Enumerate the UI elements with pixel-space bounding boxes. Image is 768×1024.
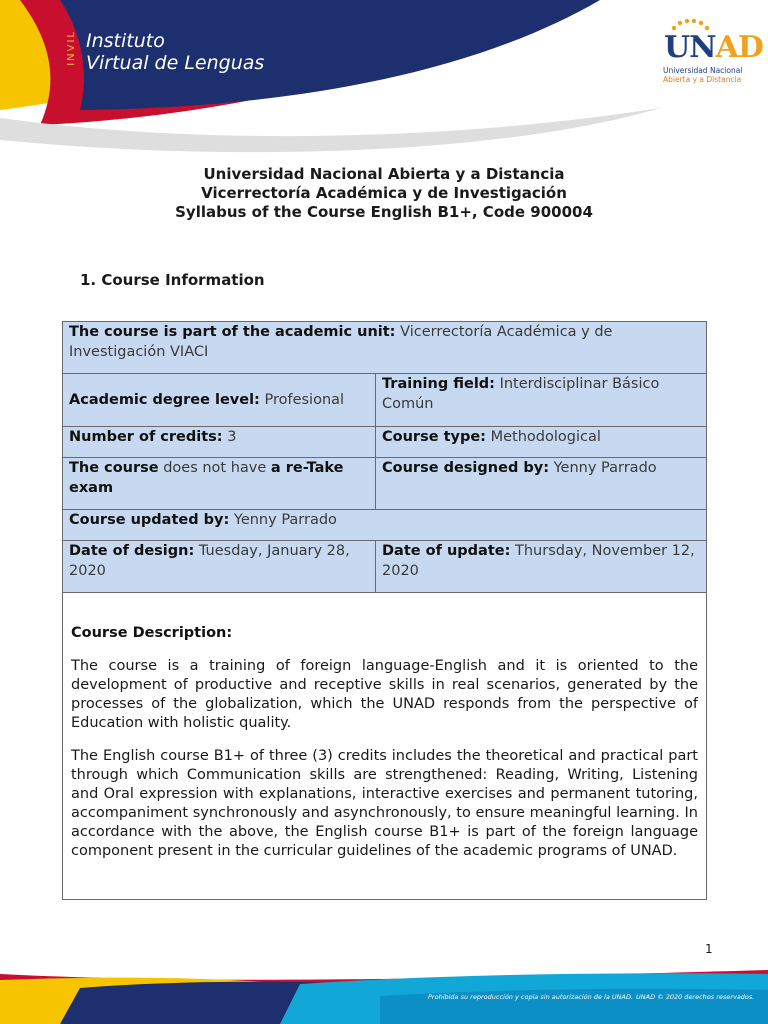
unad-subtitle-1: Universidad Nacional: [663, 66, 743, 75]
designed-by-cell: Course designed by: Yenny Parrado: [376, 458, 707, 510]
unad-logo: UNAD: [664, 30, 763, 65]
update-date-cell: Date of update: Thursday, November 12, 2020: [376, 541, 707, 593]
description-paragraph-1: The course is a training of foreign language-English and it is oriented to the development of productive and receptive skills in real scenarios, generated by the processes of the globalization, which the UNAD responds from the perspective of Education with holistic quality.: [71, 658, 698, 731]
header-banner: [0, 0, 768, 160]
unad-subtitle-2: Abierta y a Distancia: [663, 75, 742, 84]
training-field-cell: Training field: Interdisciplinar Básico Común: [376, 374, 707, 427]
description-heading: Course Description:: [71, 625, 233, 641]
updated-by-cell: Course updated by: Yenny Parrado: [63, 510, 707, 541]
doc-title-line-3: Syllabus of the Course English B1+, Code 900004: [175, 203, 593, 221]
course-type-cell: Course type: Methodological: [376, 427, 707, 458]
course-info-table: [62, 321, 707, 900]
doc-title-line-1: Universidad Nacional Abierta y a Distancia: [203, 165, 565, 183]
footer-copyright-left: Prohibida su reproducción y copia sin autorización de la UNAD.: [428, 993, 634, 1001]
section-heading: 1. Course Information: [80, 271, 265, 289]
doc-title-line-2: Vicerrectoría Académica y de Investigación: [201, 184, 567, 202]
academic-unit-cell: The course is part of the academic unit: Vicerrectoría Académica y de Investigación VIACI: [63, 322, 707, 374]
retake-cell: The course does not have a re-Take exam: [63, 458, 376, 510]
course-description-cell: [63, 593, 707, 900]
logo-line-2: Virtual de Lenguas: [86, 52, 265, 74]
degree-cell: Academic degree level: Profesional: [63, 374, 376, 427]
footer-copyright-right: UNAD © 2020 derechos reservados.: [636, 993, 755, 1001]
design-date-cell: Date of design: Tuesday, January 28, 2020: [63, 541, 376, 593]
logo-tag: INVIL: [66, 30, 77, 66]
description-paragraph-2: The English course B1+ of three (3) credits includes the theoretical and practical part through which Communication skills are strengthened: Reading, Writing, Listening and Oral expression with explanations, interactive exercises and permanent tutoring, accompaniment synchronously and asynchronously, to ensure meaningful learning. In accordance with the above, the English course B1+ is part of the foreign language component present in the curricular guidelines of the academic programs of UNAD.: [71, 748, 698, 859]
page-number: 1: [705, 942, 713, 956]
credits-cell: Number of credits: 3: [63, 427, 376, 458]
logo-line-1: Instituto: [86, 30, 165, 52]
